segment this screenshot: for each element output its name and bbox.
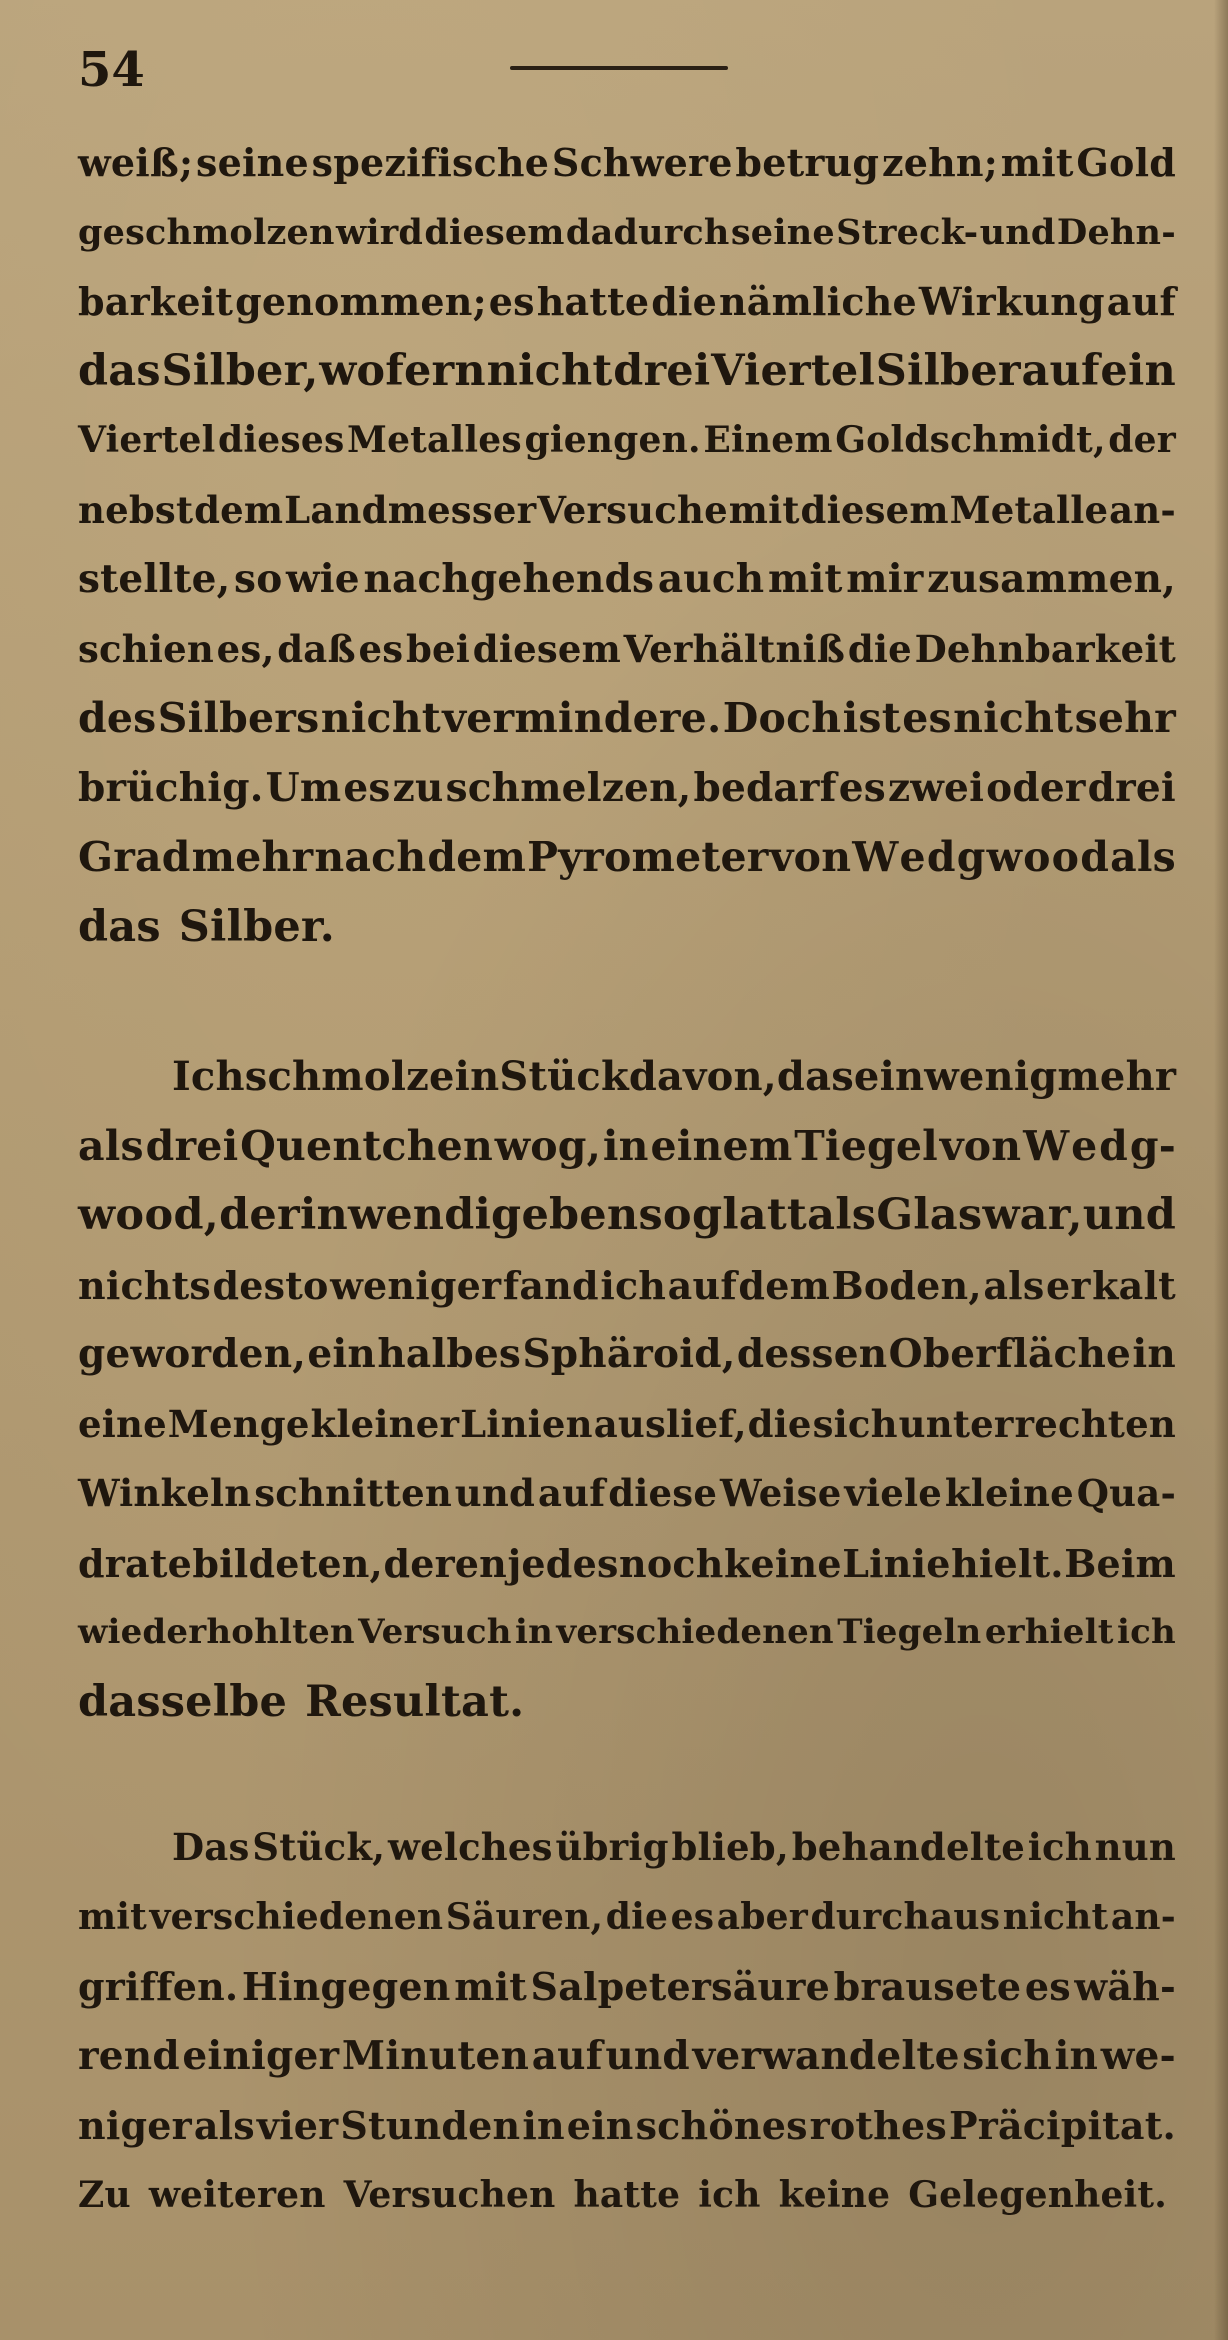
word: drei xyxy=(613,345,711,396)
word: sich xyxy=(962,2032,1052,2079)
word: eben xyxy=(521,1190,639,1240)
word: Stück xyxy=(499,1053,629,1100)
text-line xyxy=(78,1459,1176,1529)
word: die xyxy=(747,1401,812,1446)
word: mir xyxy=(846,556,924,602)
word: Oberfläche xyxy=(888,1331,1132,1377)
word: rend xyxy=(78,2032,180,2079)
word: Tiegeln xyxy=(837,1612,982,1652)
word: wenig xyxy=(924,1053,1058,1100)
paragraph-gap xyxy=(78,962,1176,1042)
word: es xyxy=(902,694,952,742)
word: wie xyxy=(286,556,360,602)
word: Einem xyxy=(703,419,833,461)
word: geschmolzen xyxy=(78,211,335,253)
word: Salpetersäure xyxy=(530,1964,830,2009)
word: d xyxy=(1099,1121,1129,1170)
word: Um xyxy=(265,764,342,811)
word: Stunden xyxy=(340,2103,521,2148)
page-body xyxy=(78,128,1176,2230)
text-line xyxy=(78,267,1176,337)
word: einiger xyxy=(182,2032,340,2079)
word: kleine xyxy=(944,1471,1074,1515)
word: d, xyxy=(173,1190,219,1240)
word: nicht xyxy=(1002,1895,1109,1938)
word: und xyxy=(1082,1190,1176,1240)
word: g xyxy=(956,833,986,881)
text-line xyxy=(78,406,1176,476)
word: diese xyxy=(608,1471,718,1515)
word: in xyxy=(514,1612,554,1652)
word: schnitten xyxy=(254,1471,452,1515)
word: inwendig xyxy=(299,1190,522,1240)
word: Stück, xyxy=(252,1825,386,1869)
word: an- xyxy=(1110,1895,1176,1938)
word: glatt xyxy=(691,1190,807,1240)
word: dem xyxy=(738,1262,830,1308)
word: e xyxy=(899,833,926,881)
word: Pyrometer xyxy=(527,833,769,881)
word: auch xyxy=(657,556,765,602)
page-number: 54 xyxy=(78,42,145,98)
text-line xyxy=(78,684,1176,754)
word: einem xyxy=(650,1121,793,1170)
word: schmolz xyxy=(244,1053,430,1100)
word: wird xyxy=(335,211,424,253)
word: W xyxy=(852,833,899,881)
word: drei xyxy=(1087,764,1176,811)
word: an- xyxy=(1109,487,1176,532)
word: auf xyxy=(1021,345,1100,396)
word: Viertel xyxy=(711,345,876,396)
word: Winkeln xyxy=(78,1471,252,1515)
word: Menge xyxy=(167,1401,310,1446)
word: o xyxy=(144,1190,174,1240)
word: o xyxy=(1051,833,1080,881)
word: hatte xyxy=(536,279,650,324)
word: W xyxy=(1023,1121,1070,1170)
word: Versuche xyxy=(537,487,728,532)
word: blieb, xyxy=(671,1825,789,1869)
word: weiß; xyxy=(78,140,194,185)
word: als xyxy=(1110,833,1176,881)
word: unter xyxy=(898,1401,1014,1446)
word: diesem xyxy=(800,487,949,532)
word: sehr xyxy=(1074,694,1176,742)
word: so xyxy=(234,556,283,602)
word: zwei xyxy=(887,764,985,811)
word: in xyxy=(1132,1331,1176,1377)
text-line xyxy=(78,1320,1176,1390)
word: dadurch xyxy=(565,211,730,253)
word: nach xyxy=(314,833,427,881)
word: Schwere xyxy=(551,140,733,185)
word: er xyxy=(1045,1262,1091,1308)
page-edge-shadow xyxy=(1214,0,1228,2340)
word: auf xyxy=(1106,279,1176,324)
word: und xyxy=(605,2032,690,2079)
word: dem xyxy=(427,833,527,881)
word: Gelegenheit. xyxy=(908,2173,1167,2216)
word: we- xyxy=(1100,2032,1176,2079)
word: vermindere. xyxy=(442,694,722,742)
word: noch xyxy=(619,1540,724,1586)
word: Metalles xyxy=(347,419,522,461)
word: oder xyxy=(986,764,1086,811)
word: ein xyxy=(307,1331,376,1377)
word: mit xyxy=(767,556,843,602)
word: mit xyxy=(454,1964,527,2009)
word: d xyxy=(926,833,956,881)
word: nicht xyxy=(486,345,613,396)
word: ich xyxy=(698,2173,761,2216)
word: zusammen, xyxy=(927,556,1176,602)
word: Qua- xyxy=(1076,1471,1176,1515)
word: Grad xyxy=(78,833,191,881)
word: auf xyxy=(537,1471,606,1515)
word: wiederhohlten xyxy=(78,1612,355,1652)
word: Minuten xyxy=(341,2032,530,2079)
word: verwandelte xyxy=(692,2032,960,2079)
text-line xyxy=(78,1529,1176,1599)
word: dessen xyxy=(736,1331,888,1377)
word: von xyxy=(939,1121,1022,1170)
word: durchaus xyxy=(810,1895,1001,1938)
word: Silber, xyxy=(161,345,319,396)
word: Verhältniß xyxy=(623,626,846,671)
word: sich xyxy=(812,1401,898,1446)
word: mehr xyxy=(1057,1053,1177,1100)
word: auf xyxy=(667,1262,737,1308)
word: ich xyxy=(1116,1612,1176,1652)
text-line xyxy=(78,198,1176,268)
text-line xyxy=(78,823,1176,893)
word: verschiedenen xyxy=(149,1895,444,1938)
word: brausete xyxy=(833,1964,1022,2009)
word: ich xyxy=(1027,1825,1092,1869)
text-line xyxy=(78,893,1176,963)
word: es xyxy=(358,626,404,671)
word: mit xyxy=(78,1895,147,1938)
word: drate xyxy=(78,1540,192,1586)
word: Linien xyxy=(460,1401,593,1446)
word: bei xyxy=(405,626,471,671)
word: nicht xyxy=(953,694,1074,742)
word: die xyxy=(605,1895,669,1938)
text-line xyxy=(78,1952,1176,2022)
word: nichts xyxy=(78,1262,211,1308)
word: des xyxy=(78,694,157,742)
word: Glas xyxy=(876,1190,983,1240)
word: die xyxy=(847,626,912,671)
word: ein xyxy=(429,1053,500,1100)
text-line xyxy=(78,2022,1176,2092)
word: vier xyxy=(256,2103,339,2148)
word: Das xyxy=(172,1825,250,1869)
word: wäh- xyxy=(1074,1964,1176,2009)
text-line xyxy=(78,476,1176,546)
page-header xyxy=(78,40,1158,110)
text-line xyxy=(78,1181,1176,1251)
word: schien xyxy=(78,626,214,671)
word: d xyxy=(1080,833,1110,881)
text-line xyxy=(78,337,1176,407)
word: seine xyxy=(196,140,309,185)
word: es xyxy=(488,279,535,324)
word: es xyxy=(1024,1964,1071,2009)
word: als xyxy=(78,1121,144,1170)
paragraph-gap xyxy=(78,1737,1176,1813)
word: w xyxy=(78,1190,116,1240)
word: die xyxy=(651,279,718,324)
word: hatte xyxy=(573,2173,681,2216)
word: Metalle xyxy=(949,487,1109,532)
text-line xyxy=(78,1813,1176,1883)
word: so xyxy=(638,1190,692,1240)
word: Wirkung xyxy=(918,279,1105,324)
text-line xyxy=(78,1390,1176,1460)
word: deren xyxy=(383,1540,508,1586)
word: jedes xyxy=(507,1540,619,1586)
text-line xyxy=(78,128,1176,198)
word: e xyxy=(1071,1121,1098,1170)
word: Versuchen xyxy=(343,2173,556,2216)
word: Gold xyxy=(1076,140,1176,185)
word: stellte, xyxy=(78,556,231,602)
word: davon, xyxy=(628,1053,777,1100)
word: Landmesser xyxy=(284,487,537,532)
word: Versuch xyxy=(358,1612,512,1652)
word: es xyxy=(838,764,886,811)
word: Silber xyxy=(875,345,1021,396)
word: seine xyxy=(730,211,835,253)
word: war, xyxy=(982,1190,1083,1240)
word: erhielt xyxy=(984,1612,1114,1652)
word: fand xyxy=(502,1262,599,1308)
word: ist xyxy=(842,694,901,742)
word: Doch xyxy=(722,694,842,742)
word: in xyxy=(602,1121,649,1170)
word: keine xyxy=(724,1540,842,1586)
word: zu xyxy=(392,764,444,811)
word: kalt xyxy=(1092,1262,1176,1308)
word: Quentchen xyxy=(240,1121,493,1170)
word: als xyxy=(193,2103,255,2148)
word: Dehnbarkeit xyxy=(914,626,1176,671)
word: mehr xyxy=(191,833,314,881)
word: wofern xyxy=(319,345,486,396)
paragraph xyxy=(78,1813,1176,2230)
word: Silbers xyxy=(157,694,320,742)
text-line xyxy=(78,1112,1176,1182)
text-line xyxy=(78,1042,1176,1112)
word: hielt. xyxy=(951,1540,1064,1586)
word: giengen. xyxy=(524,419,701,461)
word: brüchig. xyxy=(78,764,264,811)
word: Präcipitat. xyxy=(948,2103,1176,2148)
word: in xyxy=(1054,2032,1099,2079)
word: es, xyxy=(216,626,275,671)
word: von xyxy=(769,833,852,881)
word: aber xyxy=(716,1895,808,1938)
word: auf xyxy=(531,2032,603,2079)
text-line xyxy=(78,754,1176,824)
word: zehn; xyxy=(881,140,998,185)
word: weiteren xyxy=(148,2173,326,2216)
text-line xyxy=(78,545,1176,615)
word: und xyxy=(979,211,1056,253)
word: schmelzen, xyxy=(445,764,692,811)
word: mit xyxy=(1000,140,1074,185)
word: dasselbe xyxy=(78,1676,288,1727)
word: dieses xyxy=(218,419,345,461)
word: w xyxy=(986,833,1023,881)
word: auslief, xyxy=(593,1401,747,1446)
word: ein xyxy=(1100,345,1176,396)
word: übrig xyxy=(555,1825,669,1869)
word: als xyxy=(807,1190,877,1240)
word: nämliche xyxy=(718,279,917,324)
word: Beim xyxy=(1064,1540,1176,1586)
word: halbes xyxy=(377,1331,522,1377)
word: nachgehends xyxy=(363,556,655,602)
text-line xyxy=(78,2091,1176,2161)
word: das xyxy=(78,345,161,396)
word: rechten xyxy=(1014,1401,1176,1446)
word: diesem xyxy=(424,211,565,253)
word: o xyxy=(115,1190,145,1240)
word: dem xyxy=(194,487,284,532)
word: mit xyxy=(728,487,800,532)
word: in xyxy=(522,2103,565,2148)
word: Dehn- xyxy=(1056,211,1176,253)
word: viele xyxy=(844,1471,943,1515)
word: keine xyxy=(778,2173,891,2216)
word: bedarf xyxy=(693,764,837,811)
word: behandelte xyxy=(791,1825,1026,1869)
word: Hingegen xyxy=(241,1964,451,2009)
word: Goldschmidt, xyxy=(835,419,1106,461)
word: Streck- xyxy=(836,211,979,253)
word: der xyxy=(219,1190,300,1240)
word: drei xyxy=(145,1121,239,1170)
text-line xyxy=(78,1668,1176,1738)
word: weniger xyxy=(330,1262,502,1308)
word: es xyxy=(343,764,391,811)
word: welches xyxy=(388,1825,553,1869)
word: nun xyxy=(1094,1825,1176,1869)
word: Ich xyxy=(172,1053,245,1100)
word: wog, xyxy=(494,1121,602,1170)
text-line xyxy=(78,1251,1176,1321)
word: desto xyxy=(212,1262,329,1308)
word: geworden, xyxy=(78,1331,307,1377)
word: bildeten, xyxy=(192,1540,383,1586)
word: niger xyxy=(78,2103,192,2148)
word: daß xyxy=(277,626,356,671)
text-line xyxy=(78,1883,1176,1953)
word: als xyxy=(983,1262,1045,1308)
word: Viertel xyxy=(78,419,216,461)
word: der xyxy=(1108,419,1176,461)
word: Weise xyxy=(719,1471,842,1515)
word: Zu xyxy=(78,2173,131,2216)
word: Boden, xyxy=(831,1262,982,1308)
word: das xyxy=(78,901,161,952)
word: ein xyxy=(566,2103,634,2148)
header-rule xyxy=(510,66,728,70)
word: kleiner xyxy=(310,1401,460,1446)
word: betrug xyxy=(735,140,880,185)
paragraph xyxy=(78,1042,1176,1737)
word: spezifische xyxy=(311,140,550,185)
word: rothes xyxy=(809,2103,947,2148)
word: verschiedenen xyxy=(556,1612,834,1652)
word: und xyxy=(454,1471,536,1515)
word: es xyxy=(670,1895,715,1938)
text-line xyxy=(78,615,1176,685)
word: nicht xyxy=(320,694,441,742)
text-line xyxy=(78,2161,1176,2231)
word: das xyxy=(776,1053,854,1100)
text-line xyxy=(78,1598,1176,1668)
word: genommen; xyxy=(235,279,487,324)
word: g- xyxy=(1129,1121,1176,1170)
word: Silber. xyxy=(178,901,335,952)
word: schönes xyxy=(635,2103,808,2148)
word: Linie xyxy=(842,1540,951,1586)
word: diesem xyxy=(472,626,621,671)
word: Tiegel xyxy=(794,1121,938,1170)
word: eine xyxy=(78,1401,167,1446)
paragraph xyxy=(78,128,1176,962)
word: ich xyxy=(600,1262,667,1308)
word: Sphäroid, xyxy=(522,1331,736,1377)
word: o xyxy=(1023,833,1051,881)
word: griffen. xyxy=(78,1964,239,2009)
word: Resultat. xyxy=(305,1676,525,1727)
word: nebst xyxy=(78,487,194,532)
word: ein xyxy=(853,1053,925,1100)
word: barkeit xyxy=(78,279,234,324)
word: Säuren, xyxy=(445,1895,604,1938)
